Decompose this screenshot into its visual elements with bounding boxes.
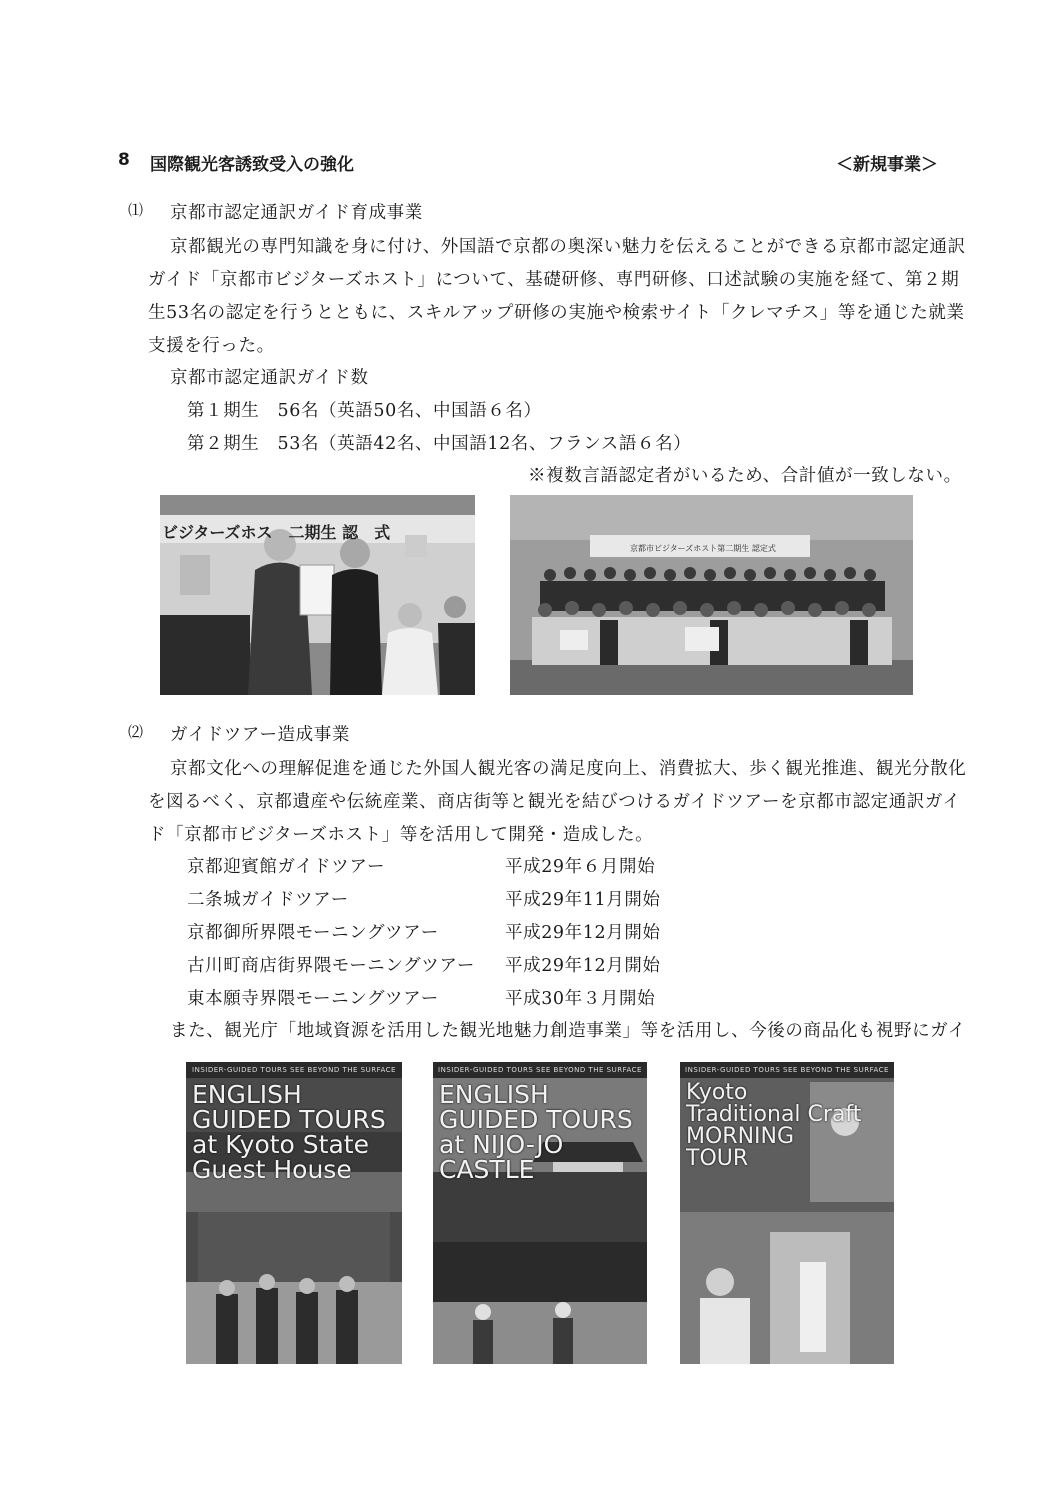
section1-marker: ⑴ [128,201,144,219]
section-number: 8 [118,150,130,170]
section1-paragraph-line: 支援を行った。 [148,336,275,356]
section2-paragraph-line: を図るべく、京都遺産や伝統産業、商店街等と観光を結びつけるガイドツアーを京都市認定通訳ガイ [148,792,961,812]
section1-paragraph-line: ガイド「京都市ビジターズホスト」について、基礎研修、専門研修、口述試験の実施を経て、第２期 [148,270,960,290]
poster-kyoto-state-guest-house [186,1062,402,1364]
tour-name: 京都迎賓館ガイドツアー [187,857,386,877]
section2-heading: ガイドツアー造成事業 [170,725,350,745]
section2-marker: ⑵ [128,723,144,741]
tour-start: 平成30年３月開始 [505,989,656,1009]
guide-count-1st: 第１期生 56名（英語50名、中国語６名） [187,401,542,421]
section1-paragraph-line: 生53名の認定を行うとともに、スキルアップ研修の実施や検索サイト「クレマチス」等を通じた就業 [148,303,965,323]
count-note: ※複数言語認定者がいるため、合計値が一致しない。 [528,466,962,486]
group-photo-graphic [510,495,913,695]
tour-name: 京都御所界隈モーニングツアー [187,923,439,943]
ceremony-banner-text: ビジターズホス 二期生 認 式 [162,523,391,542]
poster2-title: ENGLISH GUIDED TOURS at NIJO-JO CASTLE [439,1080,633,1184]
poster2-band: INSIDER-GUIDED TOURS SEE BEYOND THE SURFACE [433,1062,647,1078]
new-project-tag: ＜新規事業＞ [836,155,938,175]
tour-start: 平成29年６月開始 [505,857,656,877]
section2-paragraph-line: ド「京都市ビジターズホスト」等を活用して開発・造成した。 [148,825,654,845]
section1-heading: 京都市認定通訳ガイド育成事業 [170,203,423,223]
group-photo [510,495,913,695]
poster1-title: ENGLISH GUIDED TOURS at Kyoto State Guest House [192,1080,386,1184]
poster-kyoto-craft-morning-tour [680,1062,894,1364]
guide-count-label: 京都市認定通訳ガイド数 [170,368,369,388]
tour-start: 平成29年12月開始 [505,956,661,976]
poster1-band: INSIDER-GUIDED TOURS SEE BEYOND THE SURFACE [186,1062,402,1078]
tour-start: 平成29年12月開始 [505,923,661,943]
section1-paragraph-line: 京都観光の専門知識を身に付け、外国語で京都の奥深い魅力を伝えることができる京都市認定通訳 [170,237,966,257]
poster-nijo-jo-castle [433,1062,647,1364]
poster3-title: Kyoto Traditional Craft MORNING TOUR [686,1080,862,1171]
group-banner-text: 京都市ビジターズホスト第二期生 認定式 [630,544,776,553]
tour-start: 平成29年11月開始 [505,890,661,910]
section-title: 国際観光客誘致受入の強化 [150,155,354,175]
section2-paragraph-line: 京都文化への理解促進を通じた外国人観光客の満足度向上、消費拡大、歩く観光推進、観光分散化 [170,759,967,779]
ceremony-photo [160,495,475,695]
tour-name: 古川町商店街界隈モーニングツアー [187,956,476,976]
poster3-band: INSIDER-GUIDED TOURS SEE BEYOND THE SURFACE [680,1062,894,1078]
section2-closing-line: また、観光庁「地域資源を活用した観光地魅力創造事業」等を活用し、今後の商品化も視野にガイ [170,1021,966,1041]
tour-name: 二条城ガイドツアー [187,890,349,910]
tour-name: 東本願寺界隈モーニングツアー [187,989,439,1009]
guide-count-2nd: 第２期生 53名（英語42名、中国語12名、フランス語６名） [187,434,692,454]
